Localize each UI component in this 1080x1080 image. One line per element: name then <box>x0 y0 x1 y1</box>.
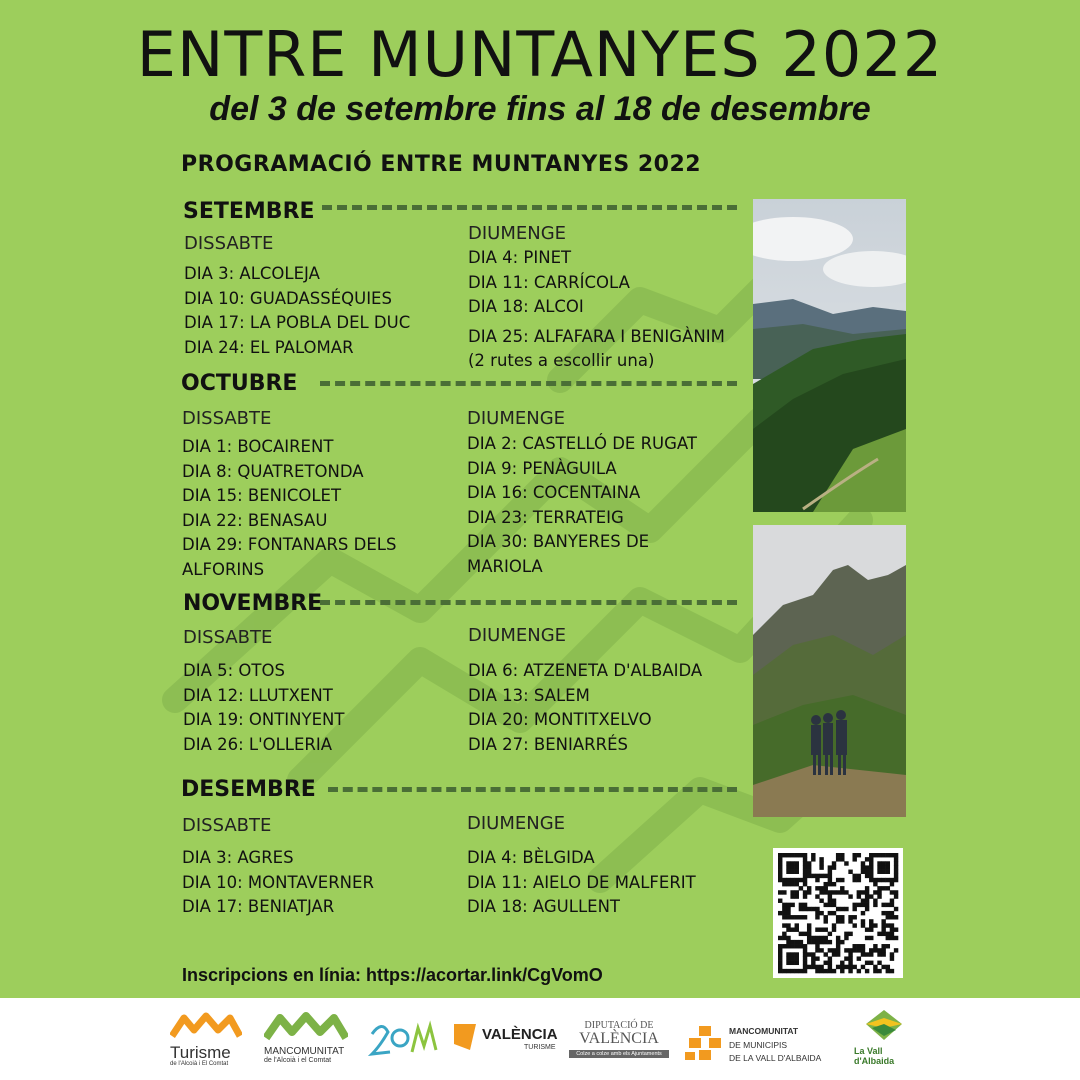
anniversary-20-logo <box>368 1016 442 1066</box>
logo-line2: d'Albaida <box>854 1056 895 1066</box>
logo-line3: DE LA VALL D'ALBAIDA <box>729 1053 822 1063</box>
logo-line2: VALÈNCIA <box>579 1030 659 1047</box>
list-item: DIA 8: QUATRETONDA <box>182 461 364 481</box>
list-item: DIA 9: PENÀGUILA <box>467 458 617 478</box>
list-item: DIA 18: AGULLENT <box>467 897 620 917</box>
list-item: DIA 26: L'OLLERIA <box>183 734 333 754</box>
list-item: DIA 22: BENASAU <box>182 510 328 530</box>
month-heading-setembre: SETEMBRE <box>183 199 315 224</box>
list-item: DIA 10: MONTAVERNER <box>182 872 374 892</box>
diputacio-valencia-logo <box>569 1020 669 1060</box>
list-item: DIA 6: ATZENETA D'ALBAIDA <box>468 661 703 680</box>
registration-link[interactable]: Inscripcions en línia: https://acortar.link/CgVomO <box>182 965 603 985</box>
logo-line1: MANCOMUNITAT <box>729 1026 799 1036</box>
list-item: DIA 4: BÈLGIDA <box>467 848 595 867</box>
list-item: DIA 13: SALEM <box>468 685 590 705</box>
month-heading-octubre: OCTUBRE <box>181 371 298 396</box>
registration-qr-code[interactable] <box>773 848 903 978</box>
saturday-list-desembre <box>182 846 374 920</box>
logo-line1: La Vall <box>854 1046 883 1056</box>
valencia-flame-icon <box>452 1022 478 1052</box>
date-range-subtitle: del 3 de setembre fins al 18 de desembre <box>209 90 871 128</box>
saturday-label: DISSABTE <box>183 627 273 648</box>
vall-albaida-diamond-icon <box>864 1008 904 1042</box>
logo-line2: DE MUNICIPIS <box>729 1040 788 1050</box>
page-title: ENTRE MUNTANYES 2022 <box>136 18 944 91</box>
list-item: DIA 11: AIELO DE MALFERIT <box>467 872 696 892</box>
list-item: MARIOLA <box>467 556 543 576</box>
sunday-list-setembre <box>468 246 725 374</box>
sunday-list-novembre <box>468 659 702 757</box>
list-item: (2 rutes a escollir una) <box>468 351 655 371</box>
sunday-label: DIUMENGE <box>467 813 566 834</box>
hexagon-cluster-icon <box>685 1024 725 1064</box>
sunday-list-desembre <box>467 846 696 920</box>
list-item: DIA 1: BOCAIRENT <box>182 437 334 456</box>
list-item: DIA 5: OTOS <box>183 661 285 680</box>
list-item: DIA 16: COCENTAINA <box>467 483 641 503</box>
logo-subtitle: TURISME <box>524 1044 556 1051</box>
sunday-list-octubre <box>467 432 697 580</box>
section-divider <box>320 600 737 605</box>
list-item: DIA 2: CASTELLÓ DE RUGAT <box>467 434 698 453</box>
list-item: ALFORINS <box>182 559 265 579</box>
saturday-label: DISSABTE <box>182 408 272 429</box>
month-heading-novembre: NOVEMBRE <box>183 591 323 616</box>
mancomunitat-alcoia-logo <box>264 1012 354 1064</box>
forest-mountain-photo <box>753 199 906 512</box>
list-item: DIA 27: BENIARRÉS <box>468 734 628 754</box>
saturday-list-setembre <box>184 262 410 360</box>
logo-subtitle: de l'Alcoià i el Comtat <box>264 1057 332 1064</box>
list-item: DIA 4: PINET <box>468 248 572 267</box>
la-vall-albaida-logo <box>852 1008 912 1066</box>
list-item: DIA 29: FONTANARS DELS <box>182 535 397 555</box>
section-divider <box>320 381 737 386</box>
saturday-list-octubre <box>182 435 396 583</box>
sunday-label: DIUMENGE <box>467 408 566 429</box>
logo-name: Turisme <box>170 1043 231 1062</box>
sunday-label: DIUMENGE <box>468 223 567 244</box>
list-item: DIA 19: ONTINYENT <box>183 710 345 730</box>
saturday-label: DISSABTE <box>182 815 272 836</box>
logo-line1: DIPUTACIÓ DE <box>584 1020 654 1031</box>
list-item: DIA 3: ALCOLEJA <box>184 264 320 283</box>
saturday-list-novembre <box>183 659 344 757</box>
section-divider <box>322 205 737 210</box>
logo-subtitle: Colze a colze amb els Ajuntaments <box>569 1050 669 1058</box>
logo-subtitle: de l'Alcoià i El Comtat <box>170 1061 229 1067</box>
list-item: DIA 30: BANYERES DE <box>467 532 650 552</box>
sunday-label: DIUMENGE <box>468 625 567 646</box>
list-item: DIA 24: EL PALOMAR <box>184 337 354 357</box>
list-item: DIA 3: AGRES <box>182 848 294 867</box>
logo-name: VALÈNCIA <box>482 1026 558 1043</box>
list-item: DIA 11: CARRÍCOLA <box>468 272 630 292</box>
hikers-photo <box>753 525 906 817</box>
list-item: DIA 25: ALFAFARA I BENIGÀNIM <box>468 326 725 346</box>
saturday-label: DISSABTE <box>184 233 274 254</box>
month-heading-desembre: DESEMBRE <box>181 777 316 802</box>
list-item: DIA 23: TERRATEIG <box>467 507 624 527</box>
program-heading: PROGRAMACIÓ ENTRE MUNTANYES 2022 <box>181 152 702 177</box>
handwritten-20-icon <box>368 1016 442 1066</box>
list-item: DIA 18: ALCOI <box>468 297 584 317</box>
list-item: DIA 15: BENICOLET <box>182 486 342 506</box>
logo-name: MANCOMUNITAT <box>264 1046 345 1057</box>
sponsor-footer <box>0 998 1080 1080</box>
list-item: DIA 10: GUADASSÉQUIES <box>184 288 392 308</box>
turisme-alcoia-logo <box>170 1012 250 1067</box>
qr-code-icon <box>773 848 903 978</box>
mancomunitat-mountain-icon <box>264 1012 348 1042</box>
turisme-mountain-icon <box>170 1012 242 1040</box>
list-item: DIA 12: LLUTXENT <box>183 685 333 705</box>
section-divider <box>328 787 737 792</box>
list-item: DIA 17: LA POBLA DEL DUC <box>184 313 411 333</box>
list-item: DIA 20: MONTITXELVO <box>468 710 652 730</box>
list-item: DIA 17: BENIATJAR <box>182 897 335 917</box>
